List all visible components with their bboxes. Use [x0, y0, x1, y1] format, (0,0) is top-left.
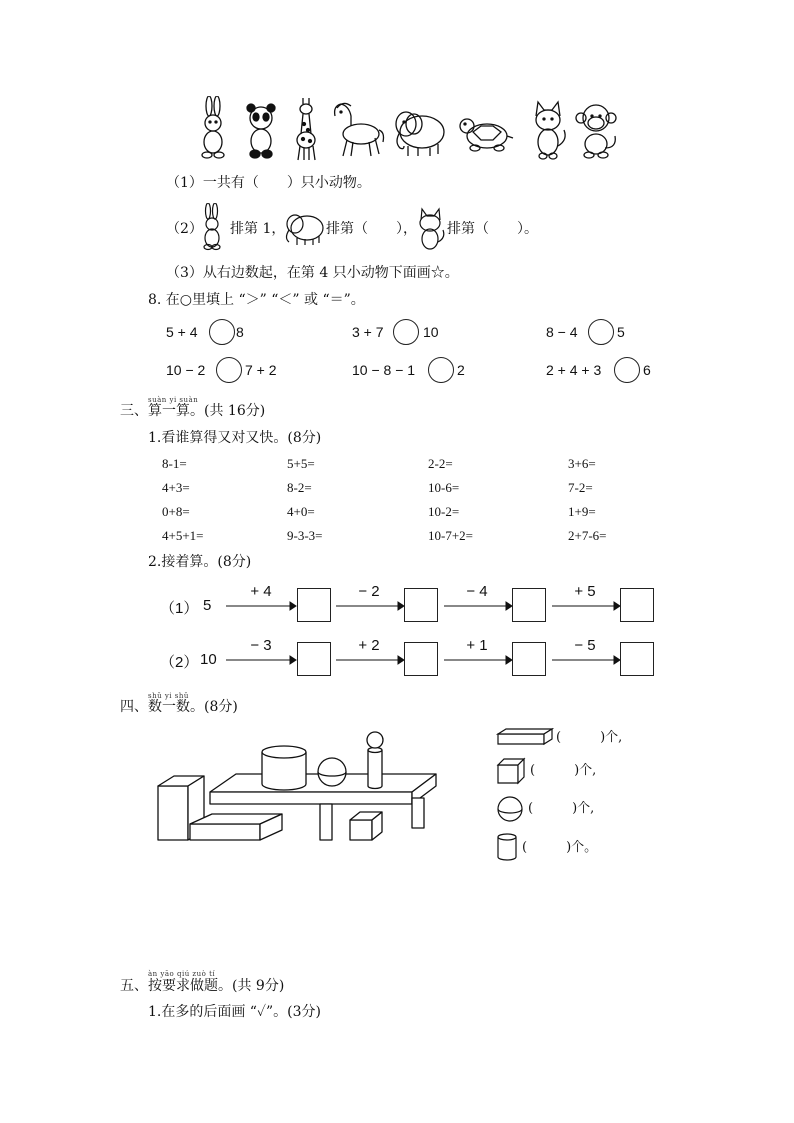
chain-start: 10: [200, 651, 217, 668]
chain-operator: + 5: [574, 583, 596, 600]
section3-part2-title: 2.接着算。(8分): [148, 554, 252, 570]
chain-start: 5: [203, 597, 212, 614]
compare-circle[interactable]: [216, 357, 242, 383]
calc-item: 7-2=: [568, 480, 593, 495]
q7-line-3: （3）从右边数起，在第 4 只小动物下面画☆。: [166, 265, 459, 281]
calc-item: 3+6=: [568, 456, 596, 471]
compare-right: 7 + 2: [245, 362, 277, 378]
chain-operator: − 3: [250, 637, 272, 654]
answer-box[interactable]: [297, 642, 331, 676]
answer-box[interactable]: [404, 588, 438, 622]
calc-item: 1+9=: [568, 504, 596, 519]
count-cylinder: ( )个。: [522, 840, 598, 855]
section5-title: 五、按要求做题。(共 9分): [120, 978, 285, 994]
chain-operator: − 2: [358, 583, 380, 600]
q7-line-1: （1）一共有（ ）只小动物。: [166, 175, 371, 191]
rabbit-icon: [202, 96, 224, 158]
chain-label: （2）: [160, 654, 199, 671]
section5-pinyin: àn yāo qiú zuò tí: [148, 970, 216, 978]
calc-item: 9-3-3=: [287, 528, 323, 543]
compare-right: 6: [643, 362, 651, 378]
compare-left: 2 + 4 + 3: [546, 362, 602, 378]
answer-box[interactable]: [512, 642, 546, 676]
chain-operator: − 5: [574, 637, 596, 654]
answer-box[interactable]: [404, 642, 438, 676]
giraffe-icon: [297, 98, 315, 160]
count-cube: ( )个,: [530, 763, 597, 778]
cuboid-icon: [496, 726, 554, 746]
compare-circle[interactable]: [209, 319, 235, 345]
chain-operator: + 2: [358, 637, 380, 654]
cube-icon: [496, 757, 526, 785]
section3-pinyin: suàn yi suàn: [148, 396, 199, 404]
calc-item: 4+0=: [287, 504, 315, 519]
calc-item: 5+5=: [287, 456, 315, 471]
elephant-icon: [396, 112, 444, 156]
calc-item: 8-2=: [287, 480, 312, 495]
compare-circle[interactable]: [588, 319, 614, 345]
cat-icon: [416, 206, 446, 250]
calc-item: 4+5+1=: [162, 528, 204, 543]
count-cuboid: ( )个,: [556, 730, 623, 745]
q7-elephant-rank: 排第（ ），: [326, 221, 417, 237]
answer-box[interactable]: [297, 588, 331, 622]
horse-icon: [335, 103, 384, 156]
section4-title: 四、数一数。(8分): [120, 699, 238, 715]
panda-icon: [247, 104, 275, 158]
turtle-icon: [460, 119, 513, 151]
answer-box[interactable]: [620, 588, 654, 622]
section3-part1-title: 1.看谁算得又对又快。(8分): [148, 430, 322, 446]
compare-right: 10: [423, 324, 439, 340]
cylinder-icon: [496, 832, 518, 862]
monkey-icon: [576, 105, 616, 158]
q7-rabbit-rank: 排第 1，: [230, 221, 286, 237]
compare-right: 8: [236, 324, 244, 340]
compare-circle[interactable]: [393, 319, 419, 345]
calc-item: 0+8=: [162, 504, 190, 519]
calc-item: 10-7+2=: [428, 528, 473, 543]
compare-right: 2: [457, 362, 465, 378]
compare-left: 3 + 7: [352, 324, 384, 340]
elephant-icon: [283, 208, 325, 246]
cat-icon: [536, 102, 565, 159]
answer-box[interactable]: [620, 642, 654, 676]
compare-left: 10 − 8 − 1: [352, 362, 416, 378]
q7-cat-rank: 排第（ ）。: [447, 221, 538, 237]
calc-item: 10-6=: [428, 480, 460, 495]
calc-item: 8-1=: [162, 456, 187, 471]
count-sphere: ( )个,: [528, 801, 595, 816]
sphere-icon: [496, 795, 524, 823]
section3-title: 三、算一算。(共 16分): [120, 403, 266, 419]
chain-operator: + 4: [250, 583, 272, 600]
calc-item: 4+3=: [162, 480, 190, 495]
chain-operator: + 1: [466, 637, 488, 654]
section5-part1-title: 1.在多的后面画 “✓”。(3分): [148, 1004, 321, 1020]
calc-item: 2-2=: [428, 456, 453, 471]
compare-left: 5 + 4: [166, 324, 198, 340]
compare-circle[interactable]: [614, 357, 640, 383]
compare-right: 5: [617, 324, 625, 340]
compare-circle[interactable]: [428, 357, 454, 383]
chain-label: （1）: [160, 600, 199, 617]
calc-item: 10-2=: [428, 504, 460, 519]
compare-left: 8 − 4: [546, 324, 578, 340]
section4-pinyin: shǔ yi shǔ: [148, 692, 189, 700]
answer-box[interactable]: [512, 588, 546, 622]
animals-row: [195, 96, 625, 162]
compare-left: 10 − 2: [166, 362, 206, 378]
q8-title: 8. 在○里填上 “＞” “＜” 或 “＝”。: [148, 292, 365, 308]
chain-operator: − 4: [466, 583, 488, 600]
q7-line-2-prefix: （2）: [166, 221, 203, 237]
rabbit-icon: [198, 203, 226, 251]
calc-item: 2+7-6=: [568, 528, 607, 543]
solids-figure: [150, 728, 450, 848]
